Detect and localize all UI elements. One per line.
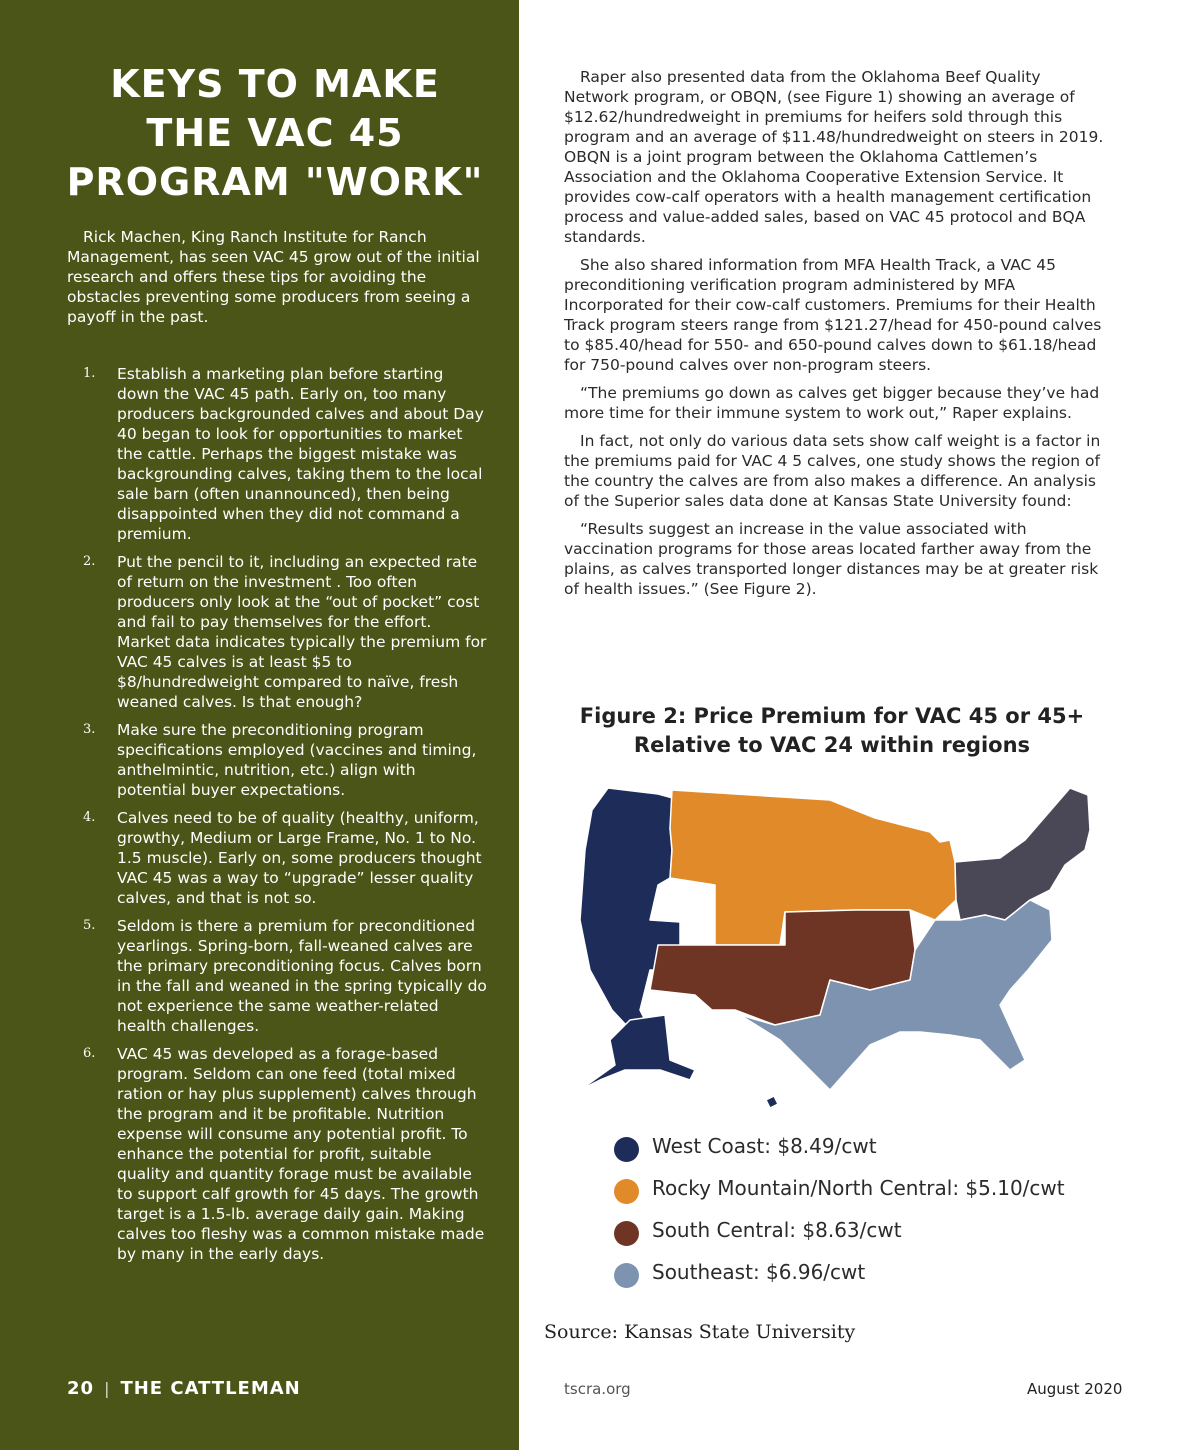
tip-text: Calves need to be of quality (healthy, uniform, growthy, Medium or Large Frame, No. 1 to No. 1.5 muscle). Early on, some producers thought VAC 45 was a way to “upgrade” lesser quality calves, and that is not so. [117,809,482,907]
legend-swatch [614,1221,639,1246]
figure-title [564,702,1100,760]
article-paragraph: She also shared information from MFA Health Track, a VAC 45 preconditioning verification program administered by MFA Incorporated for their cow-calf customers. Premiums for their Health Track program steers range from $121.27/head for 450-pound calves to $85.40/head for 550- and 650-pound calves down to $61.18/head for 750-pound calves over non-program steers. [564,256,1102,374]
tip-text: Make sure the preconditioning program specifications employed (vaccines and timing, anthelmintic, nutrition, etc.) align with potential buyer expectations. [117,721,477,799]
sidebar-title [40,60,510,207]
tip-item [67,552,487,712]
legend-swatch [614,1137,639,1162]
tip-text: Put the pencil to it, including an expected rate of return on the investment . Too often producers only look at the “out of pocket” cost and fail to pay themselves for the effort. Market data indicates typically the premium for VAC 45 calves is at least $5 to $8/hundredweight compared to naïve, fresh weaned calves. Is that enough? [117,553,487,711]
title-line: KEYS TO MAKE [110,62,440,106]
figure-title-line: Relative to VAC 24 within regions [633,733,1031,757]
tip-number: 4. [83,810,96,825]
title-line: PROGRAM "WORK" [66,160,484,204]
region-alaska [580,1015,695,1090]
tip-item [67,364,487,544]
tip-text: Seldom is there a premium for preconditioned yearlings. Spring-born, fall-weaned calves are the primary preconditioning focus. Calves born in the fall and weaned in the spring typically do not experience the same weather-related health challenges. [117,917,487,1035]
article-paragraph: In fact, not only do various data sets show calf weight is a factor in the premiums paid for VAC 4 5 calves, one study shows the region of the country the calves are from also makes a difference. An analysis of the Superior sales data done at Kansas State University found: [564,432,1101,510]
tip-number: 5. [83,918,96,933]
footer-separator: | [104,1379,111,1398]
tip-text: Establish a marketing plan before starting down the VAC 45 path. Early on, too many producers backgrounded calves and about Day 40 began to look for opportunities to market the cattle. Perhaps the biggest mistake was backgrounding calves, taking them to the local sale barn (often unannounced), then being disappointed when they did not command a premium. [117,365,484,543]
article-paragraph: Raper also presented data from the Oklahoma Beef Quality Network program, or OBQN, (see Figure 1) showing an average of $12.62/hundredweight in premiums for heifers sold through this program and an average of $11.48/hundredweight on steers in 2019. OBQN is a joint program between the Oklahoma Cattlemen’s Association and the Oklahoma Cooperative Extension Service. It provides cow-calf operators with a health management certification process and value-added sales, based on VAC 45 protocol and BQA standards. [564,68,1104,246]
legend-swatch [614,1179,639,1204]
tip-text: VAC 45 was developed as a forage-based program. Seldom can one feed (total mixed ration or hay plus supplement) calves through the program and it be profitable. Nutrition expense will consume any potential profit. To enhance the potential for profit, suitable quality and quantity forage must be available to support calf growth for 45 days. The growth target is a 1.5-lb. average daily gain. Making calves too fleshy was a common mistake made by many in the early days. [117,1045,485,1263]
article-body [564,67,1104,607]
tip-item [67,720,487,800]
intro-paragraph: Rick Machen, King Ranch Institute for Ranch Management, has seen VAC 45 grow out of the initial research and offers these tips for avoiding the obstacles preventing some producers from seeing a payoff in the past. [67,228,480,326]
title-line: THE VAC 45 [146,111,404,155]
region-west-coast [580,788,680,1040]
tip-number: 2. [83,554,96,569]
left-sidebar-panel [0,0,519,1450]
legend-label: Rocky Mountain/North Central: $5.10/cwt [652,1176,1065,1200]
article-paragraph: “Results suggest an increase in the value associated with vaccination programs for those areas located farther away from the plains, as calves transported longer distances may be at greater risk of health issues.” (See Figure 2). [564,520,1099,598]
legend-label: Southeast: $6.96/cwt [652,1260,866,1284]
tip-item [67,808,487,908]
legend-label: South Central: $8.63/cwt [652,1218,902,1242]
tips-list [67,364,487,1272]
page-number: 20 [67,1378,95,1399]
article-paragraph: “The premiums go down as calves get bigger because they’ve had more time for their immune system to work out,” Raper explains. [564,384,1100,422]
footer-date: August 2020 [1027,1380,1123,1398]
us-region-map [530,770,1110,1120]
legend-swatch [614,1263,639,1288]
tip-item [67,916,487,1036]
footer-url: tscra.org [564,1380,631,1398]
region-northeast [955,788,1090,920]
figure-title-line: Figure 2: Price Premium for VAC 45 or 45+ [579,704,1085,728]
tip-number: 6. [83,1046,96,1061]
footer-page-label [67,1378,301,1399]
tip-number: 1. [83,366,96,381]
tip-item [67,1044,487,1264]
region-hawaii [766,1096,778,1108]
tip-number: 3. [83,722,96,737]
publication-name: THE CATTLEMAN [120,1378,301,1399]
legend-label: West Coast: $8.49/cwt [652,1134,877,1158]
figure-source: Source: Kansas State University [544,1321,856,1343]
